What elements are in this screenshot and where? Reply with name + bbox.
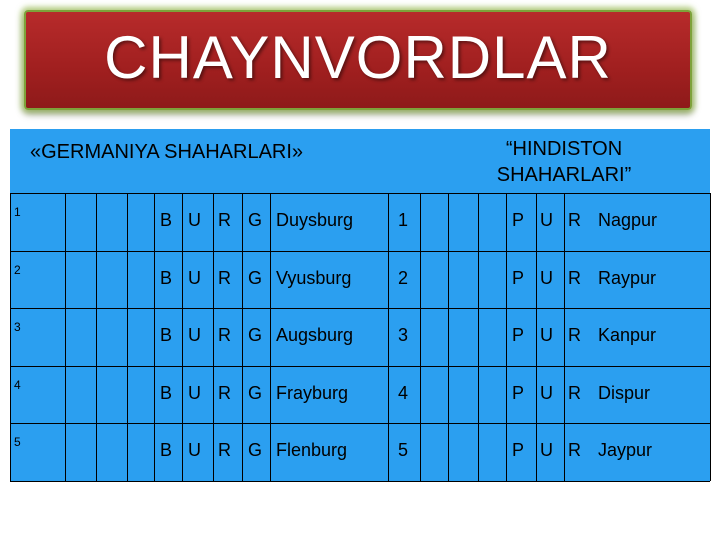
india-header-line2: SHAHARLARI” (496, 164, 632, 186)
germany-city: Frayburg (276, 383, 349, 403)
page-title: CHAYNVORDLAR (104, 23, 612, 91)
letter-cell: R (568, 268, 581, 288)
grid-vline (242, 193, 243, 481)
india-city: Kanpur (598, 325, 657, 345)
letter-cell: U (188, 268, 201, 288)
germany-header: «GERMANIYA SHAHARLARI» (30, 141, 304, 163)
grid-vline (127, 193, 128, 481)
grid-vline (270, 193, 271, 481)
grid-vline (182, 193, 183, 481)
india-city: Raypur (598, 268, 657, 288)
germany-city: Duysburg (276, 210, 354, 230)
india-city: Jaypur (598, 440, 653, 460)
letter-cell: R (218, 325, 231, 345)
germany-city: Flenburg (276, 440, 348, 460)
row-number: 4 (14, 378, 21, 392)
grid-vline (564, 193, 565, 481)
row-number: 5 (14, 435, 21, 449)
grid-vline (448, 193, 449, 481)
letter-cell: U (188, 325, 201, 345)
grid-hline (10, 308, 710, 309)
grid-vline (420, 193, 421, 481)
letter-cell: P (512, 268, 525, 288)
grid-vline (506, 193, 507, 481)
letter-cell: B (160, 268, 173, 288)
grid-hline (10, 366, 710, 367)
letter-cell: R (218, 210, 231, 230)
grid-hline (10, 193, 710, 194)
letter-cell: U (540, 325, 553, 345)
grid-vline (10, 193, 11, 481)
letter-cell: U (188, 210, 201, 230)
letter-cell: R (218, 268, 231, 288)
letter-cell: R (218, 440, 231, 460)
india-row-number: 3 (398, 325, 409, 345)
letter-cell: P (512, 383, 525, 403)
letter-cell: P (512, 440, 525, 460)
india-city: Nagpur (598, 210, 658, 230)
letter-cell: G (248, 383, 263, 403)
letter-cell: U (540, 210, 553, 230)
letter-cell: P (512, 210, 525, 230)
germany-city: Augsburg (276, 325, 354, 345)
title-plaque (24, 10, 692, 110)
letter-cell: B (160, 440, 173, 460)
letter-cell: G (248, 325, 263, 345)
india-city: Dispur (598, 383, 651, 403)
letter-cell: R (218, 383, 231, 403)
letter-cell: R (568, 383, 581, 403)
grid-vline (478, 193, 479, 481)
row-number: 3 (14, 320, 21, 334)
india-row-number: 2 (398, 268, 409, 288)
letter-cell: U (188, 383, 201, 403)
letter-cell: B (160, 210, 173, 230)
letter-cell: U (540, 383, 553, 403)
letter-cell: G (248, 440, 263, 460)
letter-cell: G (248, 268, 263, 288)
letter-cell: B (160, 325, 173, 345)
grid-vline (213, 193, 214, 481)
grid-hline (10, 423, 710, 424)
letter-cell: R (568, 440, 581, 460)
grid-hline (10, 251, 710, 252)
india-header-line1: “HINDISTON (505, 138, 623, 160)
letter-cell: R (568, 325, 581, 345)
grid-hline (10, 481, 710, 482)
letter-cell: U (540, 440, 553, 460)
india-header (454, 136, 674, 188)
grid-vline (154, 193, 155, 481)
row-number: 1 (14, 205, 21, 219)
germany-city: Vyusburg (276, 268, 352, 288)
letter-cell: B (160, 383, 173, 403)
grid-vline (710, 193, 711, 481)
grid-vline (96, 193, 97, 481)
letter-cell: P (512, 325, 525, 345)
letter-cell: R (568, 210, 581, 230)
india-row-number: 1 (398, 210, 409, 230)
grid-vline (388, 193, 389, 481)
india-row-number: 5 (398, 440, 409, 460)
letter-cell: G (248, 210, 263, 230)
india-row-number: 4 (398, 383, 409, 403)
grid-vline (536, 193, 537, 481)
letter-cell: U (540, 268, 553, 288)
letter-cell: U (188, 440, 201, 460)
row-number: 2 (14, 263, 21, 277)
grid-vline (65, 193, 66, 481)
